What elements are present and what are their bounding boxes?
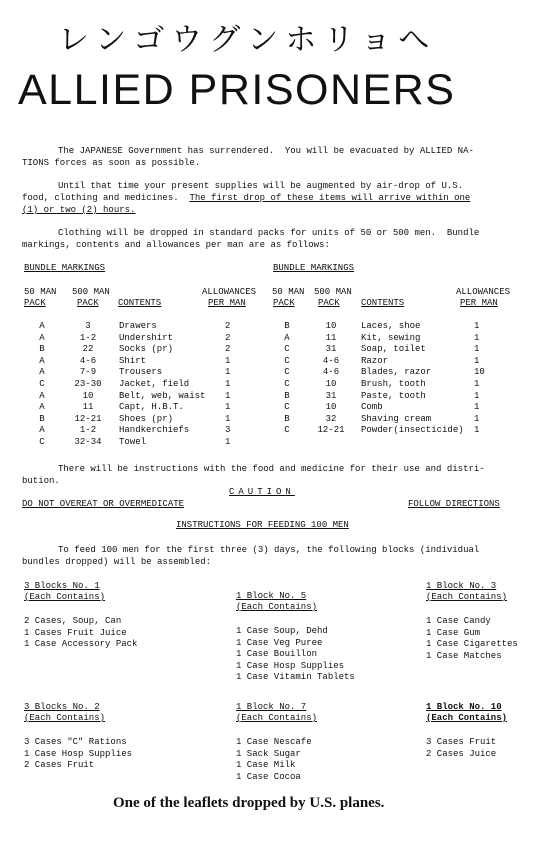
block-item-b5: 1 Case Bouillon	[236, 649, 318, 660]
bundle-left-cell-p500: 3	[85, 321, 91, 331]
bundle-right-cell-p500: 11	[325, 332, 337, 343]
feeding-intro-line-2: bundles dropped) will be assembled:	[22, 557, 212, 567]
bundle-left-cell-p50: B	[39, 413, 45, 424]
bundle-left-cell-contents: Shirt	[119, 355, 147, 366]
bundle-right-cell-p50: B	[284, 390, 290, 401]
bundle-left-cell-p500: 1-2	[79, 332, 97, 343]
bundle-left-cell-contents: Shoes (pr)	[119, 413, 174, 424]
bundle-right-cell-allowance: 1	[474, 425, 480, 436]
bundle-left-cell-p500: 23-30	[74, 379, 102, 389]
block-item-b7: 1 Case Nescafe	[236, 737, 312, 747]
bundle-right-cell-p50: A	[284, 332, 290, 343]
header-500-man-right: 500 MAN	[314, 287, 352, 297]
bundle-left-cell-p50: A	[39, 402, 45, 413]
bundle-left-cell-allowance: 1	[225, 437, 231, 447]
bundle-left-cell-contents: Drawers	[119, 321, 157, 331]
block-title-b7: 1 Block No. 7	[236, 702, 307, 712]
bundle-left-cell-p500: 32-34	[74, 437, 102, 447]
bundle-left-cell-p500: 12-21	[74, 413, 102, 424]
bundle-right-cell-contents: Laces, shoe	[361, 321, 421, 331]
block-title-b1: 3 Blocks No. 1	[24, 581, 100, 591]
bundle-right-cell-p50: C	[284, 402, 290, 413]
block-item-b10: 3 Cases Fruit	[426, 737, 497, 747]
bundle-right-cell-allowance: 1	[474, 355, 480, 366]
header-per-man-right: PER MAN	[460, 298, 498, 308]
bundle-right-cell-allowance: 1	[474, 344, 480, 355]
bundle-left-cell-p50: A	[39, 355, 45, 366]
bundle-left-cell-allowance: 1	[225, 355, 231, 366]
header-contents-right: CONTENTS	[361, 298, 405, 308]
headline: ALLIED PRISONERS	[18, 66, 456, 114]
block-subtitle-b2: (Each Contains)	[24, 713, 106, 723]
header-500-pack-left: PACK	[77, 298, 99, 308]
bundle-left-cell-allowance: 1	[225, 390, 231, 401]
bundle-left-cell-allowance: 3	[225, 425, 231, 436]
header-allowances-right: ALLOWANCES	[456, 287, 511, 297]
bundle-right-cell-p500: 10	[325, 321, 337, 331]
bundle-right-cell-contents: Razor	[361, 355, 389, 366]
caution-left: DO NOT OVEREAT OR OVERMEDICATE	[22, 499, 185, 509]
bundle-right-cell-contents: Blades, razor	[361, 367, 432, 378]
bundle-left-cell-p50: B	[39, 344, 45, 355]
block-item-b5: 1 Case Hosp Supplies	[236, 660, 345, 671]
caption: One of the leaflets dropped by U.S. planes.	[113, 795, 385, 811]
header-500-pack-right: PACK	[318, 298, 340, 308]
bundle-left-cell-p50: C	[39, 379, 45, 389]
bundle-right-cell-contents: Shaving cream	[361, 413, 432, 424]
block-item-b5: 1 Case Soup, Dehd	[236, 626, 328, 636]
block-item-b7: 1 Sack Sugar	[236, 748, 301, 759]
bundle-left-cell-p50: A	[39, 332, 45, 343]
paragraph-2-text: food, clothing and medicines.	[22, 193, 190, 203]
block-item-b5: 1 Case Veg Puree	[236, 637, 323, 648]
block-title-b2: 3 Blocks No. 2	[24, 702, 100, 712]
bundle-left-cell-contents: Towel	[119, 437, 147, 447]
bundle-right-cell-allowance: 1	[474, 321, 480, 331]
block-item-b7: 1 Case Milk	[236, 760, 296, 771]
bundle-left-cell-contents: Trousers	[119, 367, 163, 378]
bundle-left-cell-allowance: 1	[225, 402, 231, 413]
bundle-left-cell-p500: 11	[82, 402, 94, 413]
bundle-left-cell-allowance: 1	[225, 367, 231, 378]
paragraph-2-line-3: (1) or two (2) hours.	[22, 205, 136, 215]
block-item-b10: 2 Cases Juice	[426, 748, 497, 759]
bundle-left-cell-allowance: 1	[225, 413, 231, 424]
bundle-right-cell-contents: Kit, sewing	[361, 332, 421, 343]
block-item-b3: 1 Case Cigarettes	[426, 639, 518, 650]
header-per-man-left: PER MAN	[208, 298, 246, 308]
paragraph-2-emphasis: The first drop of these items will arrive within one	[189, 193, 471, 203]
bundle-left-cell-allowance: 2	[225, 332, 231, 343]
bundle-right-cell-p500: 4-6	[322, 367, 340, 378]
block-subtitle-b1: (Each Contains)	[24, 592, 106, 602]
block-item-b1: 2 Cases, Soup, Can	[24, 616, 122, 626]
block-item-b2: 3 Cases "C" Rations	[24, 737, 127, 747]
block-item-b7: 1 Case Cocoa	[236, 771, 301, 782]
bundle-left-cell-p500: 4-6	[79, 355, 97, 366]
japanese-heading: レンゴウグンホリョへ	[58, 22, 437, 58]
bundle-right-cell-p50: C	[284, 425, 290, 436]
caution-right: FOLLOW DIRECTIONS	[408, 499, 500, 509]
header-pack-left: PACK	[24, 298, 46, 308]
bundle-right-cell-allowance: 1	[474, 332, 480, 343]
bundle-right-cell-p500: 4-6	[322, 355, 340, 366]
bundle-right-cell-contents: Comb	[361, 402, 383, 413]
feeding-intro-line-1: To feed 100 men for the first three (3) days, the following blocks (individual	[58, 545, 480, 555]
paragraph-3-line-2: markings, contents and allowances per man are as follows:	[22, 240, 330, 250]
bundle-right-cell-p500: 31	[325, 390, 337, 401]
header-50-man-left: 50 MAN	[24, 287, 57, 297]
block-subtitle-b10: (Each Contains)	[426, 713, 508, 723]
caution-title: CAUTION	[229, 487, 295, 497]
bundle-left-cell-p50: C	[39, 437, 45, 447]
paragraph-1-line-2: TIONS forces as soon as possible.	[22, 158, 201, 168]
bundle-left-cell-contents: Undershirt	[119, 332, 174, 343]
bundle-left-cell-contents: Belt, web, waist	[119, 390, 206, 401]
bundle-left-cell-allowance: 1	[225, 379, 231, 389]
bundle-right-cell-p50: C	[284, 355, 290, 366]
bundle-right-cell-contents: Powder(insecticide)	[361, 425, 464, 436]
paragraph-2-line-1: Until that time your present supplies will be augmented by air-drop of U.S.	[58, 181, 464, 191]
header-50-man-right: 50 MAN	[272, 287, 305, 297]
bundle-right-cell-p50: B	[284, 321, 290, 331]
bundle-right-cell-p500: 10	[325, 402, 337, 413]
bundle-left-cell-p500: 1-2	[79, 425, 97, 436]
instructions-note-line-2: bution.	[22, 476, 60, 486]
bundle-left-cell-contents: Jacket, field	[119, 379, 190, 389]
bundle-right-cell-p500: 12-21	[317, 425, 345, 436]
bundle-right-cell-allowance: 1	[474, 413, 480, 424]
bundle-left-cell-p500: 22	[82, 344, 94, 355]
bundle-right-cell-p50: C	[284, 344, 290, 355]
bundle-left-cell-p50: A	[39, 390, 45, 401]
block-subtitle-b5: (Each Contains)	[236, 602, 318, 612]
bundle-right-cell-p50: B	[284, 413, 290, 424]
bundle-right-cell-allowance: 1	[474, 379, 480, 389]
bundle-left-cell-p50: A	[39, 425, 45, 436]
block-item-b3: 1 Case Candy	[426, 616, 491, 626]
bundle-left-cell-p500: 10	[82, 390, 94, 401]
bundle-right-cell-p50: C	[284, 367, 290, 378]
paragraph-1-line-1: The JAPANESE Government has surrendered. You will be evacuated by ALLIED NA-	[58, 146, 474, 156]
block-item-b3: 1 Case Matches	[426, 650, 502, 661]
bundle-markings-title-left: BUNDLE MARKINGS	[24, 263, 106, 273]
bundle-right-cell-p500: 10	[325, 379, 337, 389]
block-subtitle-b3: (Each Contains)	[426, 592, 508, 602]
bundle-markings-title-right: BUNDLE MARKINGS	[273, 263, 355, 273]
feeding-title: INSTRUCTIONS FOR FEEDING 100 MEN	[176, 520, 349, 530]
header-contents-left: CONTENTS	[118, 298, 162, 308]
block-item-b2: 1 Case Hosp Supplies	[24, 748, 133, 759]
instructions-note-line-1: There will be instructions with the food and medicine for their use and distri-	[58, 464, 485, 474]
bundle-right-cell-p500: 31	[325, 344, 337, 355]
block-item-b1: 1 Cases Fruit Juice	[24, 627, 127, 638]
block-title-b3: 1 Block No. 3	[426, 581, 497, 591]
bundle-left-cell-allowance: 2	[225, 344, 231, 355]
block-item-b3: 1 Case Gum	[426, 627, 481, 638]
bundle-right-cell-allowance: 10	[474, 367, 485, 378]
bundle-left-cell-contents: Socks (pr)	[119, 344, 174, 355]
block-item-b1: 1 Case Accessory Pack	[24, 639, 138, 650]
block-title-b5: 1 Block No. 5	[236, 591, 307, 601]
bundle-right-cell-contents: Brush, tooth	[361, 379, 426, 389]
bundle-right-cell-contents: Soap, toilet	[361, 344, 426, 355]
bundle-right-cell-p50: C	[284, 379, 290, 389]
paragraph-3-line-1: Clothing will be dropped in standard packs for units of 50 or 500 men. Bundle	[58, 228, 480, 238]
bundle-left-cell-p500: 7-9	[79, 367, 97, 378]
header-pack-right: PACK	[273, 298, 295, 308]
bundle-left-cell-allowance: 2	[225, 321, 231, 331]
block-item-b5: 1 Case Vitamin Tablets	[236, 672, 355, 683]
bundle-right-cell-contents: Paste, tooth	[361, 390, 426, 401]
bundle-left-cell-p50: A	[39, 367, 45, 378]
bundle-left-cell-contents: Handkerchiefs	[119, 425, 190, 436]
bundle-left-cell-contents: Capt, H.B.T.	[119, 402, 184, 413]
bundle-left-cell-p50: A	[39, 321, 45, 331]
bundle-right-cell-allowance: 1	[474, 402, 480, 413]
header-allowances-left: ALLOWANCES	[202, 287, 257, 297]
block-item-b2: 2 Cases Fruit	[24, 760, 95, 771]
header-500-man-left: 500 MAN	[72, 287, 110, 297]
block-title-b10: 1 Block No. 10	[426, 702, 502, 712]
block-subtitle-b7: (Each Contains)	[236, 713, 318, 723]
bundle-right-cell-allowance: 1	[474, 390, 480, 401]
bundle-right-cell-p500: 32	[325, 413, 337, 424]
paragraph-2-line-2	[22, 193, 470, 205]
